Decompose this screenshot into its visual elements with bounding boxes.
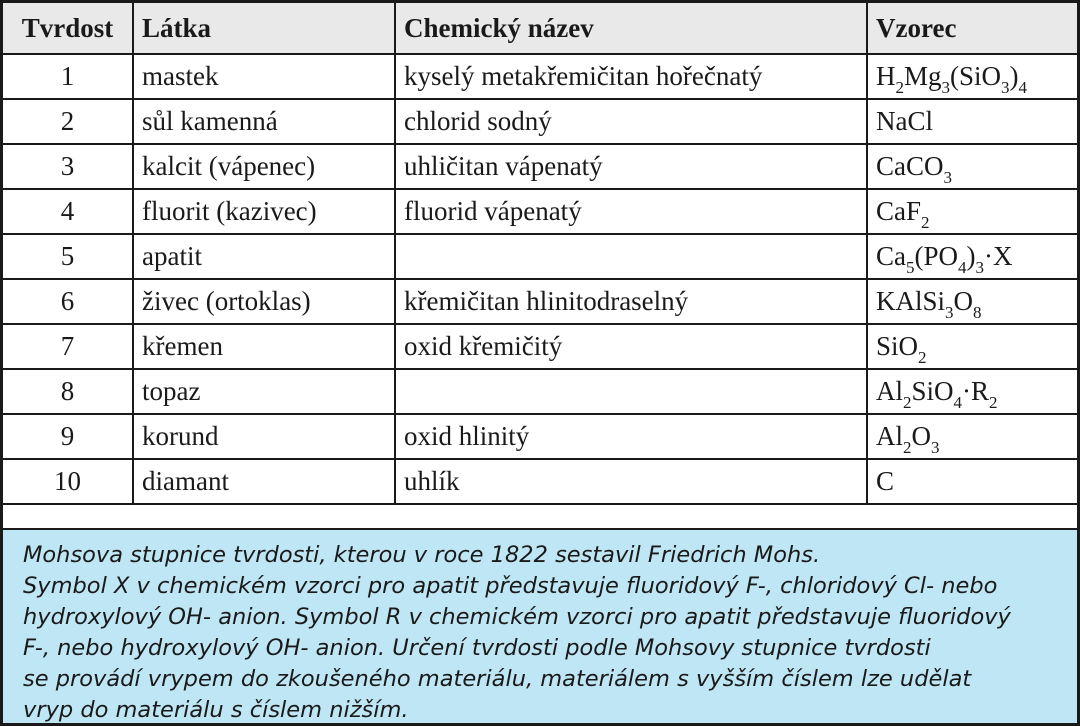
- formula-subscript: 4: [953, 393, 963, 412]
- formula-cell: [867, 324, 1077, 369]
- formula-text: ·R: [962, 376, 990, 406]
- caption-line: Symbol X v chemickém vzorci pro apatit představuje fluoridový F-, chloridový Cl- nebo: [23, 573, 998, 599]
- formula-subscript: 4: [1018, 78, 1028, 97]
- formula-text: ): [1009, 61, 1019, 91]
- formula-subscript: 2: [918, 348, 927, 367]
- hardness-cell: 8: [3, 369, 133, 414]
- formula-cell: [867, 369, 1077, 414]
- formula-subscript: 2: [921, 213, 930, 232]
- table-row: [3, 369, 1077, 414]
- formula-subscript: 5: [906, 258, 915, 277]
- table-row: [3, 324, 1077, 369]
- chemical-name-cell: křemičitan hlinitodraselný: [395, 279, 867, 324]
- chemical-name-cell: chlorid sodný: [395, 99, 867, 144]
- table-caption: [3, 528, 1077, 723]
- chemical-name-cell: fluorid vápenatý: [395, 189, 867, 234]
- chemical-name-cell: [395, 234, 867, 279]
- formula-text: Al: [876, 421, 903, 451]
- table-row: [3, 99, 1077, 144]
- substance-cell: apatit: [133, 234, 395, 279]
- chemical-name-cell: oxid hlinitý: [395, 414, 867, 459]
- formula-text: KAlSi: [876, 286, 946, 316]
- formula-cell: [867, 144, 1077, 189]
- substance-cell: diamant: [133, 459, 395, 504]
- formula-subscript: 3: [1001, 78, 1010, 97]
- chemical-name-cell: kyselý metakřemičitan hořečnatý: [395, 54, 867, 99]
- substance-cell: křemen: [133, 324, 395, 369]
- hardness-cell: 4: [3, 189, 133, 234]
- formula-cell: [867, 189, 1077, 234]
- table-body: [3, 54, 1077, 504]
- table-row: [3, 234, 1077, 279]
- substance-cell: mastek: [133, 54, 395, 99]
- formula-text: C: [876, 466, 895, 496]
- formula-subscript: 3: [975, 258, 985, 277]
- header-hardness: Tvrdost: [3, 3, 133, 54]
- table-row: [3, 144, 1077, 189]
- table-row: [3, 279, 1077, 324]
- formula-text: O: [911, 421, 931, 451]
- formula-cell: [867, 414, 1077, 459]
- header-substance: Látka: [133, 3, 395, 54]
- substance-cell: fluorit (kazivec): [133, 189, 395, 234]
- formula-subscript: 2: [895, 78, 904, 97]
- caption-line: vryp do materiálu s číslem nižším.: [23, 697, 409, 723]
- formula-text: Mg: [904, 61, 942, 91]
- chemical-name-cell: uhlík: [395, 459, 867, 504]
- hardness-cell: 10: [3, 459, 133, 504]
- formula-subscript: 2: [903, 393, 912, 412]
- table-row: [3, 54, 1077, 99]
- header-formula: Vzorec: [867, 3, 1077, 54]
- formula-subscript: 8: [973, 303, 982, 322]
- formula-text: NaCl: [876, 106, 933, 136]
- caption-line: Mohsova stupnice tvrdosti, kterou v roce 1822 sestavil Friedrich Mohs.: [23, 542, 821, 568]
- formula-subscript: 2: [989, 393, 998, 412]
- hardness-cell: 7: [3, 324, 133, 369]
- formula-text: Al: [876, 376, 903, 406]
- substance-cell: živec (ortoklas): [133, 279, 395, 324]
- chemical-name-cell: uhličitan vápenatý: [395, 144, 867, 189]
- substance-cell: korund: [133, 414, 395, 459]
- hardness-cell: 1: [3, 54, 133, 99]
- hardness-cell: 5: [3, 234, 133, 279]
- caption-line: hydroxylový OH- anion. Symbol R v chemickém vzorci pro apatit představuje fluoridový: [23, 604, 1011, 630]
- formula-cell: [867, 54, 1077, 99]
- substance-cell: kalcit (vápenec): [133, 144, 395, 189]
- formula-text: (PO: [914, 241, 959, 271]
- hardness-cell: 9: [3, 414, 133, 459]
- table-header-row: [3, 3, 1077, 54]
- caption-line: F-, nebo hydroxylový OH- anion. Určení tvrdosti podle Mohsovy stupnice tvrdosti: [23, 635, 931, 661]
- table-row: [3, 189, 1077, 234]
- caption-line: se provádí vrypem do zkoušeného materiálu, materiálem s vyšším číslem lze udělat: [23, 666, 972, 692]
- formula-cell: [867, 279, 1077, 324]
- substance-cell: sůl kamenná: [133, 99, 395, 144]
- header-chemical-name: Chemický název: [395, 3, 867, 54]
- formula-text: CaF: [876, 196, 922, 226]
- substance-cell: topaz: [133, 369, 395, 414]
- formula-text: ·X: [984, 241, 1013, 271]
- formula-text: O: [953, 286, 974, 316]
- formula-text: ): [966, 241, 976, 271]
- chemical-name-cell: [395, 369, 867, 414]
- formula-cell: [867, 234, 1077, 279]
- hardness-cell: 2: [3, 99, 133, 144]
- formula-subscript: 4: [958, 258, 967, 277]
- formula-subscript: 3: [943, 168, 952, 187]
- formula-text: SiO: [876, 331, 919, 361]
- mohs-hardness-table: [3, 3, 1077, 505]
- formula-subscript: 3: [931, 438, 940, 457]
- formula-text: CaCO: [876, 151, 944, 181]
- formula-text: Ca: [876, 241, 906, 271]
- formula-subscript: 2: [903, 438, 912, 457]
- formula-text: SiO: [911, 376, 954, 406]
- formula-subscript: 3: [941, 78, 951, 97]
- formula-cell: [867, 459, 1077, 504]
- hardness-cell: 6: [3, 279, 133, 324]
- hardness-cell: 3: [3, 144, 133, 189]
- formula-subscript: 3: [945, 303, 954, 322]
- table-row: [3, 459, 1077, 504]
- table-row: [3, 414, 1077, 459]
- formula-cell: [867, 99, 1077, 144]
- formula-text: H: [876, 61, 896, 91]
- chemical-name-cell: oxid křemičitý: [395, 324, 867, 369]
- formula-text: (SiO: [950, 61, 1002, 91]
